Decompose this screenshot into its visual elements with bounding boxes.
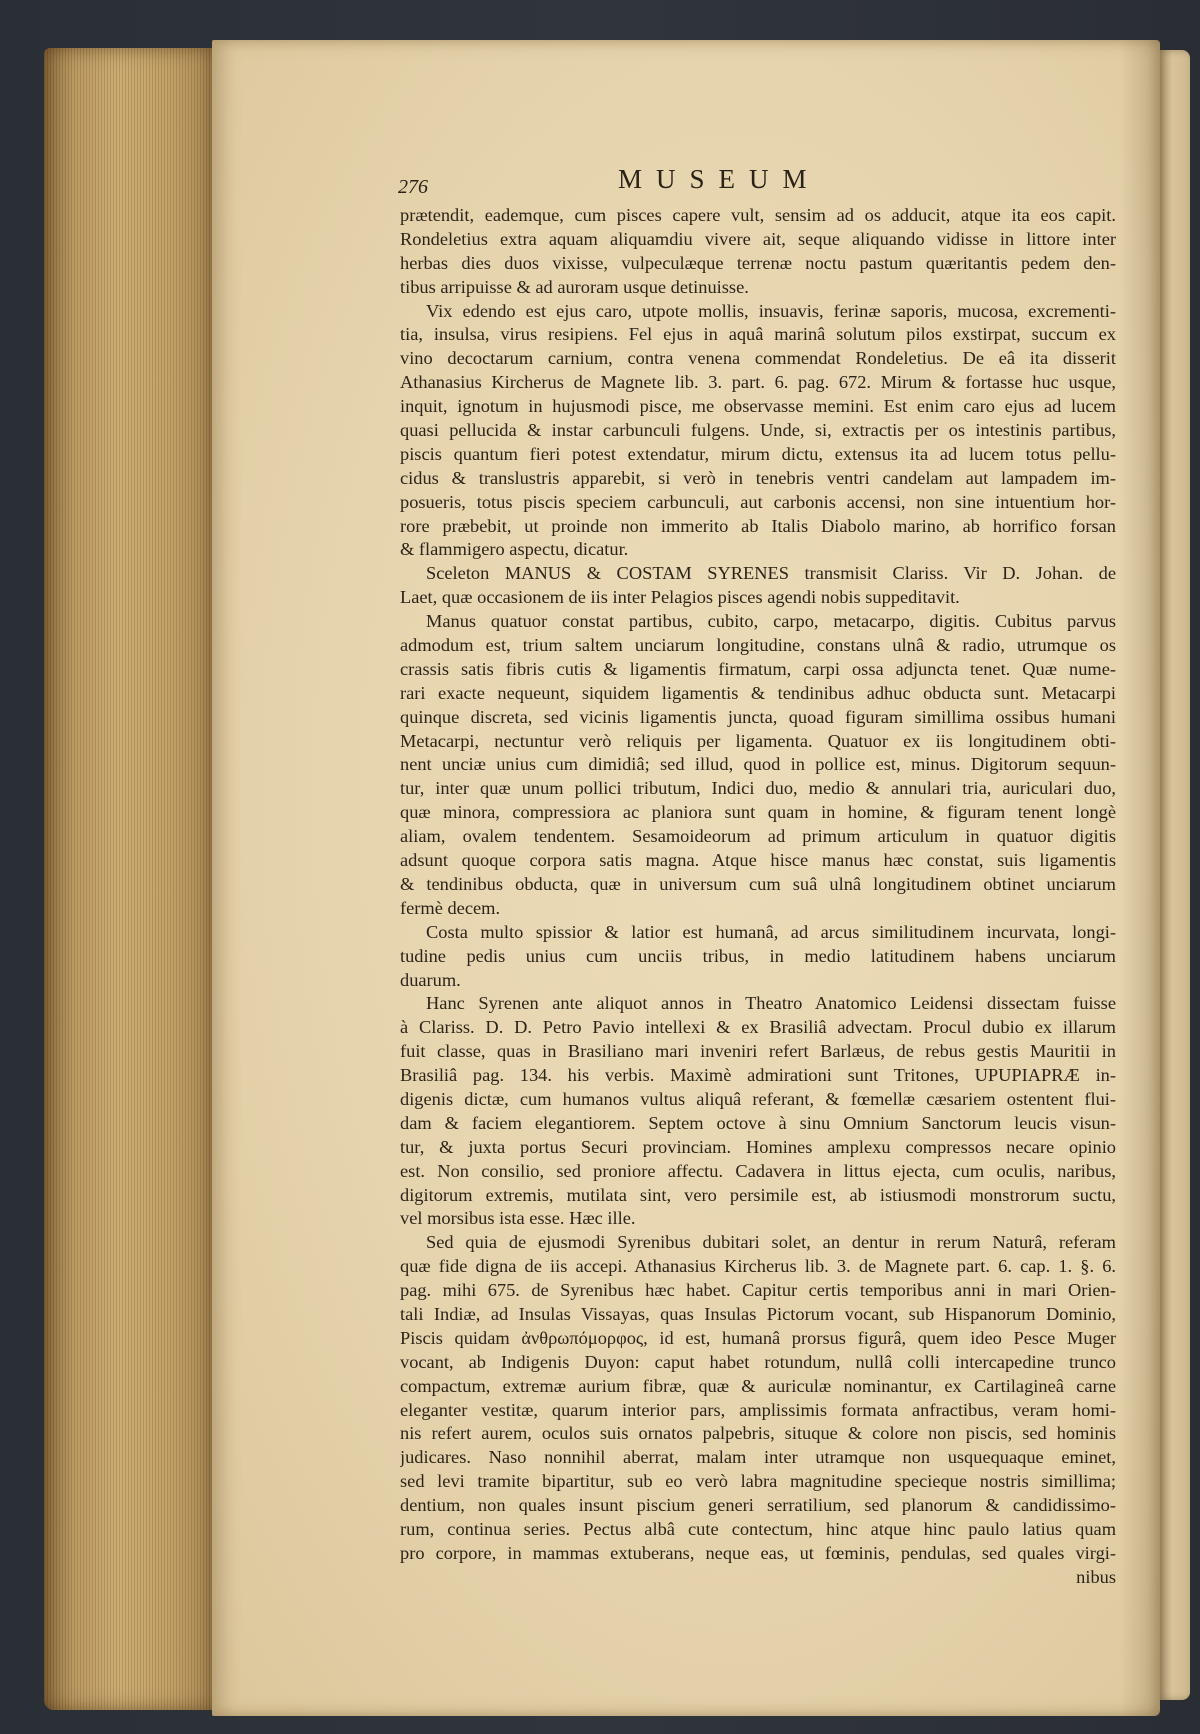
text-line: crassis satis fibris cutis & ligamentis firmatum, carpi ossa adjuncta tenet. Quæ nume- xyxy=(400,658,1116,679)
text-line: Vix edendo est ejus caro, utpote mollis, insuavis, ferinæ saporis, mucosa, excrementi- xyxy=(426,300,1116,321)
text-line: Hanc Syrenen ante aliquot annos in Theatro Anatomico Leidensi dissectam fuisse xyxy=(426,993,1116,1014)
text-line: Athanasius Kircherus de Magnete lib. 3. part. 6. pag. 672. Mirum & fortasse huc usque, xyxy=(400,372,1116,393)
text-line: à Clariss. D. D. Petro Pavio intellexi & ex Brasiliâ advectam. Procul dubio ex illarum xyxy=(400,1017,1116,1038)
text-line: digenis dictæ, cum humanos vultus aliquâ referant, & fœmellæ cæsariem ostentent flui- xyxy=(400,1088,1116,1109)
text-line: & tendinibus obducta, quæ in universum cum suâ ulnâ longitudinem obtinet unciarum xyxy=(400,873,1116,894)
text-line: tibus arripuisse & ad auroram usque detinuisse. xyxy=(400,276,749,297)
text-line: compactum, extremæ aurium fibræ, quæ & auriculæ nominantur, ex Cartilagineâ carne xyxy=(400,1375,1116,1396)
text-line: judicares. Naso nonnihil aberrat, malam inter utramque non usquequaque eminet, xyxy=(400,1447,1116,1468)
text-line: prætendit, eademque, cum pisces capere vult, sensim ad os adducit, atque ita eos capit. xyxy=(400,205,1116,225)
text-line: tali Indiæ, ad Insulas Vissayas, quas Insulas Pictorum vocant, sub Hispanorum Dominio, xyxy=(400,1303,1116,1324)
text-line: tur, & juxta portus Securi provinciam. Homines amplexu compressos necare opinio xyxy=(400,1136,1116,1157)
text-line: Brasiliâ pag. 134. his verbis. Maximè admirationi sunt Tritones, UPUPIAPRÆ in- xyxy=(400,1065,1116,1086)
page-number: 276 xyxy=(398,176,428,198)
text-line: rore præbebit, ut proinde non immerito ab Italis Diabolo marino, ab horrifico forsan xyxy=(400,515,1116,536)
text-line: quæ minora, compressiora ac planiora sunt quam in homine, & figuram tenent longè xyxy=(400,802,1116,823)
text-line: dentium, non quales insunt piscium generi serratilium, sed planorum & candidissimo- xyxy=(400,1495,1116,1516)
body-text xyxy=(400,204,1116,1590)
page-header xyxy=(398,160,1118,200)
text-line: est. Non consilio, sed proniore affectu. Cadavera in littus ejecta, cum oculis, naribus, xyxy=(400,1160,1116,1181)
text-line: dam & faciem elegantiorem. Septem octove à sinu Omnium Sanctorum leucis visun- xyxy=(400,1112,1116,1133)
text-line: pag. mihi 675. de Syrenibus hæc habet. Capitur certis temporibus anni in mari Orien- xyxy=(400,1280,1116,1301)
text-line: Rondeletius extra aquam aliquamdiu vivere ait, seque aliquando vidisse in littore inter xyxy=(400,228,1116,249)
text-line: cidus & translustris apparebit, si verò in tenebris ventri candelam aut lampadem im- xyxy=(400,467,1116,488)
text-line: fermè decem. xyxy=(400,897,501,918)
text-line: quasi pellucida & instar carbunculi fulgens. Unde, si, extractis per os intestinis partibus, xyxy=(400,420,1116,441)
text-line: sed levi tramite bipartitur, sub eo verò labra magnitudine specieque nostris simillima; xyxy=(400,1471,1116,1492)
text-line: Sceleton MANUS & COSTAM SYRENES transmisit Clariss. Vir D. Johan. de xyxy=(426,563,1116,584)
text-line: fuit classe, quas in Brasiliano mari inveniri refert Barlæus, de rebus gestis Mauritii in xyxy=(400,1041,1116,1062)
text-line: nent unciæ unius cum dimidiâ; sed illud, quod in pollice est, minus. Digitorum sequun- xyxy=(400,754,1116,775)
text-line: tia, insulsa, virus resipiens. Fel ejus in aquâ marinâ solutum pilos exstirpat, succum ex xyxy=(400,324,1116,345)
text-line: quæ fide digna de iis accepi. Athanasius Kircherus lib. 3. de Magnete part. 6. cap. 1. §. 6. xyxy=(400,1256,1116,1277)
text-line: Sed quia de ejusmodi Syrenibus dubitari solet, an dentur in rerum Naturâ, referam xyxy=(426,1232,1116,1253)
text-line: Piscis quidam ἀνθρωπόμορφος, id est, humanâ prorsus figurâ, quem ideo Pesce Muger xyxy=(400,1327,1116,1348)
text-line: vel morsibus ista esse. Hæc ille. xyxy=(400,1208,636,1229)
text-line: vino decoctarum carnium, contra venena commendat Rondeletius. De eâ ita disserit xyxy=(400,348,1116,369)
text-line: nis refert aurem, oculos suis ornatos palpebris, situque & colore non piscis, sed hominis xyxy=(400,1423,1116,1444)
page-gutter-shadow xyxy=(1120,40,1160,1716)
text-line: posueris, totus piscis speciem carbunculi, aut carbonis accensi, non sine intuentium hor- xyxy=(400,491,1116,512)
text-line: eleganter vestitæ, quarum interior pars, amplissimis formata anfractibus, veram homi- xyxy=(400,1399,1116,1420)
text-line: inquit, ignotum in hujusmodi pisce, me observasse memini. Est enim caro ejus ad lucem xyxy=(400,396,1116,417)
text-line: nibus xyxy=(1076,1566,1116,1587)
text-line: vocant, ab Indigenis Duyon: caput habet rotundum, nullâ colli intercapedine trunco xyxy=(400,1351,1116,1372)
text-line: duarum. xyxy=(400,969,461,990)
text-line: tur, inter quæ unum pollici tributum, Indici duo, medio & annulari tria, auriculari duo, xyxy=(400,778,1116,799)
text-line: pro corpore, in mammas extuberans, neque eas, ut fœminis, pendulas, sed quales virgi- xyxy=(400,1542,1116,1563)
text-line: Metacarpi, nectuntur verò reliquis per ligamenta. Quatuor ex iis longitudinem obti- xyxy=(400,730,1116,751)
text-line: digitorum extremis, mutilata sint, vero persimile est, ab istiusmodi monstrorum suctu, xyxy=(400,1184,1116,1205)
text-line: tudine pedis unius cum unciis tribus, in medio latitudinem habens unciarum xyxy=(400,945,1116,966)
text-line: piscis quantum fieri potest extendatur, mirum dictu, extensus ita ad lucem totus pellu- xyxy=(400,443,1116,464)
book-page-edges xyxy=(44,48,212,1710)
text-line: & flammigero aspectu, dicatur. xyxy=(400,539,629,560)
text-line: Manus quatuor constat partibus, cubito, carpo, metacarpo, digitis. Cubitus parvus xyxy=(426,611,1116,632)
text-line: rari exacte nequeunt, siquidem ligamentis & tendinibus adhuc obducta sunt. Metacarpi xyxy=(400,682,1116,703)
text-line: admodum est, trium saltem unciarum longitudine, constans ulnâ & radio, utrumque os xyxy=(400,635,1116,656)
text-line: rum, continua series. Pectus albâ cute contectum, hinc atque hinc paulo latius quam xyxy=(400,1518,1116,1539)
text-line: herbas dies duos vixisse, vulpeculæque terrenæ noctu pastum quæritantis pedem den- xyxy=(400,252,1116,273)
text-line: Costa multo spissior & latior est humanâ, ad arcus similitudinem incurvata, longi- xyxy=(426,921,1116,942)
text-line: Laet, quæ occasionem de iis inter Pelagios pisces agendi nobis suppeditavit. xyxy=(400,587,960,608)
text-line: adsunt quoque corpora satis magna. Atque hisce manus hæc constat, suis ligamentis xyxy=(400,850,1116,871)
text-line: aliam, ovalem tendentem. Sesamoideorum ad primum articulum in quatuor digitis xyxy=(400,826,1116,847)
facing-page-edge xyxy=(1158,50,1190,1700)
running-head: MUSEUM xyxy=(618,164,821,194)
text-line: quinque discreta, sed vicinis ligamentis juncta, quoad figuram simillima ossibus humani xyxy=(400,706,1116,727)
